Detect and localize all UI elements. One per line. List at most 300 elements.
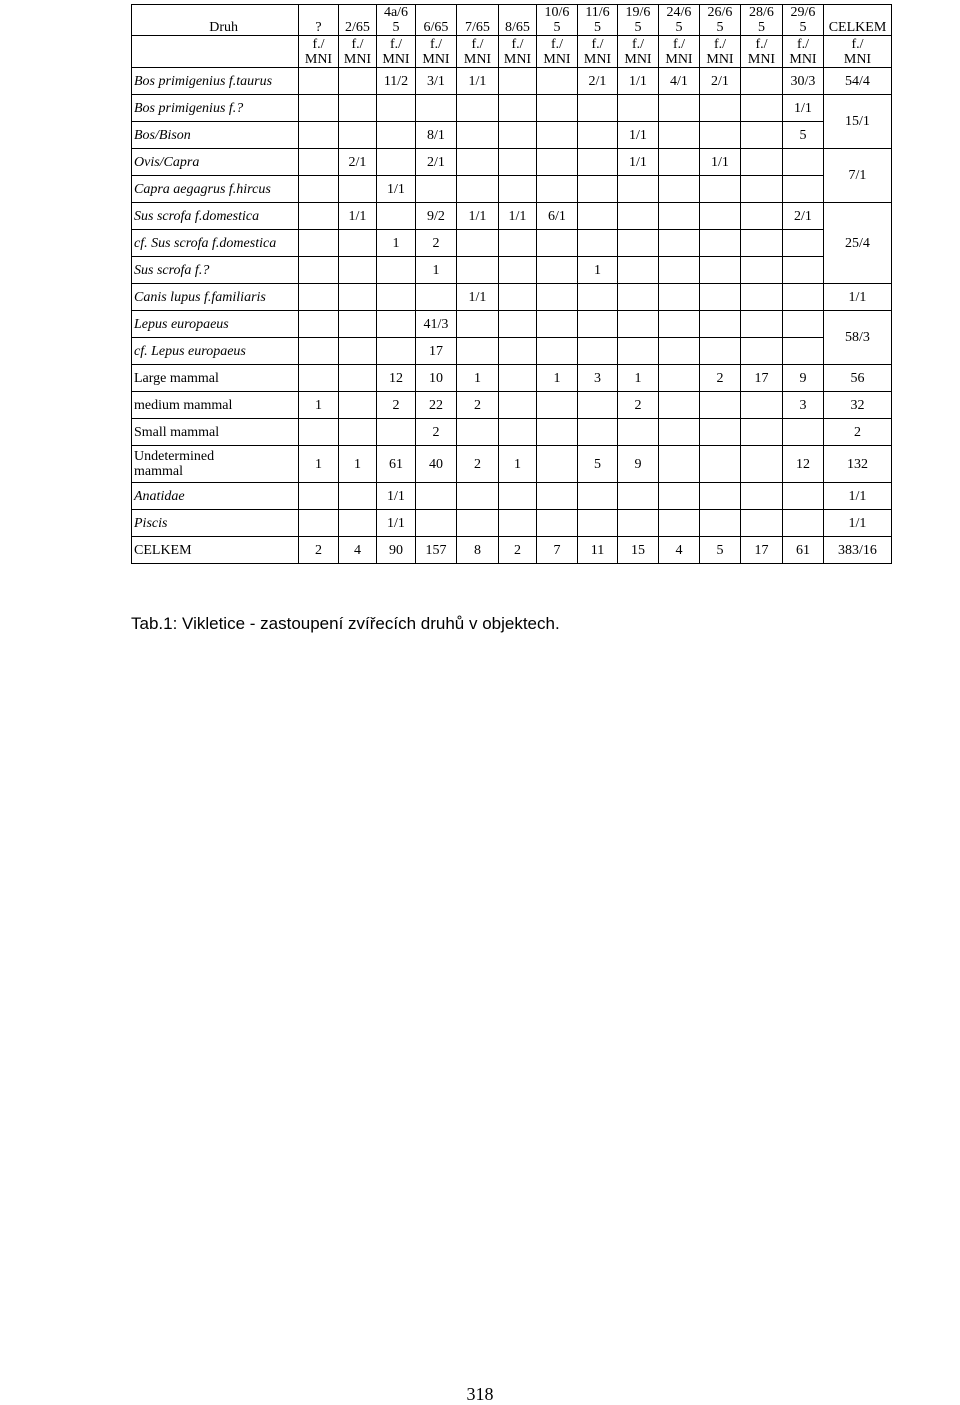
table-cell (578, 122, 618, 149)
unit-label: f./ MNI (339, 36, 377, 68)
table-row (132, 203, 892, 230)
table-cell: 2 (416, 230, 457, 257)
column-header: 4a/6 5 (377, 5, 416, 36)
table-row (132, 537, 892, 564)
table-cell (339, 68, 377, 95)
total-cell: 1/1 (824, 284, 892, 311)
table-row (132, 176, 892, 203)
table-cell (299, 176, 339, 203)
column-header: 8/65 (499, 5, 537, 36)
table-cell (457, 230, 499, 257)
table-cell (416, 176, 457, 203)
table-cell (457, 95, 499, 122)
table-cell: 5 (578, 446, 618, 483)
table-cell: 1 (457, 365, 499, 392)
table-cell (578, 284, 618, 311)
table-cell: 61 (377, 446, 416, 483)
header-row (132, 5, 892, 36)
table-cell (618, 176, 659, 203)
table-cell (741, 338, 783, 365)
unit-label: f./ MNI (659, 36, 700, 68)
table-cell (377, 311, 416, 338)
table-cell: 1/1 (618, 68, 659, 95)
table-cell (741, 419, 783, 446)
table-cell (339, 257, 377, 284)
total-cell: 1/1 (824, 483, 892, 510)
table-cell (416, 483, 457, 510)
table-cell (537, 419, 578, 446)
table-cell: 4 (339, 537, 377, 564)
species-name: Canis lupus f.familiaris (132, 284, 299, 311)
table-cell: 2 (377, 392, 416, 419)
table-cell (783, 419, 824, 446)
table-cell (741, 284, 783, 311)
table-cell: 1 (299, 446, 339, 483)
table-cell (741, 203, 783, 230)
table-cell (578, 510, 618, 537)
table-cell: 1/1 (700, 149, 741, 176)
column-header: 24/6 5 (659, 5, 700, 36)
table-cell (578, 311, 618, 338)
table-row (132, 257, 892, 284)
table-cell (299, 419, 339, 446)
table-cell (457, 483, 499, 510)
table-cell (741, 176, 783, 203)
table-row (132, 419, 892, 446)
table-cell: 2 (700, 365, 741, 392)
table-cell: 17 (741, 365, 783, 392)
page-number: 318 (466, 1384, 494, 1404)
table-cell (457, 257, 499, 284)
column-header: 19/6 5 (618, 5, 659, 36)
table-cell (618, 510, 659, 537)
table-cell (499, 284, 537, 311)
header-druh: Druh (132, 5, 299, 36)
table-cell (659, 392, 700, 419)
table-cell (377, 257, 416, 284)
table-cell: 1/1 (377, 176, 416, 203)
column-header: 11/6 5 (578, 5, 618, 36)
table-cell (741, 230, 783, 257)
table-cell (618, 311, 659, 338)
table-cell (700, 257, 741, 284)
table-cell (499, 510, 537, 537)
table-cell (457, 311, 499, 338)
unit-label: f./ MNI (741, 36, 783, 68)
table-cell: 8/1 (416, 122, 457, 149)
table-cell (377, 419, 416, 446)
table-cell: 157 (416, 537, 457, 564)
species-name: Sus scrofa f.? (132, 257, 299, 284)
table-cell (783, 510, 824, 537)
table-cell (457, 510, 499, 537)
total-cell: 15/1 (824, 95, 892, 149)
total-cell: 25/4 (824, 203, 892, 284)
table-cell (659, 338, 700, 365)
table-cell (659, 446, 700, 483)
species-name: Undetermined mammal (132, 446, 299, 483)
unit-label: f./ MNI (824, 36, 892, 68)
total-cell: 58/3 (824, 311, 892, 365)
table-cell: 2/1 (700, 68, 741, 95)
table-cell (457, 122, 499, 149)
table-cell (377, 149, 416, 176)
table-cell (537, 483, 578, 510)
unit-label: f./ MNI (618, 36, 659, 68)
table-cell (499, 419, 537, 446)
column-header: 10/6 5 (537, 5, 578, 36)
table-cell (299, 311, 339, 338)
table-cell (741, 446, 783, 483)
total-cell: 383/16 (824, 537, 892, 564)
table-cell: 17 (416, 338, 457, 365)
table-cell (499, 257, 537, 284)
species-name: Bos/Bison (132, 122, 299, 149)
table-cell (299, 149, 339, 176)
unit-label: f./ MNI (416, 36, 457, 68)
unit-label: f./ MNI (499, 36, 537, 68)
table-cell: 2 (618, 392, 659, 419)
column-header: 7/65 (457, 5, 499, 36)
species-name: CELKEM (132, 537, 299, 564)
species-name: Sus scrofa f.domestica (132, 203, 299, 230)
species-name: cf. Lepus europaeus (132, 338, 299, 365)
table-cell (299, 338, 339, 365)
table-cell (537, 284, 578, 311)
table-cell (783, 311, 824, 338)
table-cell (339, 338, 377, 365)
total-cell: 32 (824, 392, 892, 419)
species-name: Bos primigenius f.? (132, 95, 299, 122)
species-name: Large mammal (132, 365, 299, 392)
table-cell (537, 95, 578, 122)
table-cell: 9 (783, 365, 824, 392)
species-name: Bos primigenius f.taurus (132, 68, 299, 95)
table-row (132, 122, 892, 149)
table-cell (700, 483, 741, 510)
table-cell (618, 338, 659, 365)
table-cell: 4/1 (659, 68, 700, 95)
table-cell (741, 149, 783, 176)
table-cell (299, 95, 339, 122)
table-cell (700, 176, 741, 203)
table-cell: 90 (377, 537, 416, 564)
total-cell: 1/1 (824, 510, 892, 537)
table-cell: 1/1 (618, 122, 659, 149)
column-header: 28/6 5 (741, 5, 783, 36)
table-cell: 1/1 (339, 203, 377, 230)
table-cell (339, 510, 377, 537)
table-cell (618, 284, 659, 311)
table-cell (499, 68, 537, 95)
table-cell (618, 483, 659, 510)
table-cell (339, 122, 377, 149)
table-cell: 11/2 (377, 68, 416, 95)
table-row (132, 483, 892, 510)
total-cell: 56 (824, 365, 892, 392)
table-cell (299, 122, 339, 149)
table-cell (339, 392, 377, 419)
table-cell (499, 311, 537, 338)
table-cell (339, 483, 377, 510)
table-cell (499, 392, 537, 419)
table-cell: 6/1 (537, 203, 578, 230)
table-cell (659, 176, 700, 203)
table-cell (659, 365, 700, 392)
table-cell: 5 (783, 122, 824, 149)
table-row (132, 392, 892, 419)
table-cell: 7 (537, 537, 578, 564)
unit-label: f./ MNI (537, 36, 578, 68)
table-cell (659, 510, 700, 537)
table-cell (339, 176, 377, 203)
table-row (132, 284, 892, 311)
table-cell (339, 95, 377, 122)
unit-label: f./ MNI (783, 36, 824, 68)
table-cell (578, 95, 618, 122)
table-cell: 2 (457, 446, 499, 483)
table-cell (618, 419, 659, 446)
table-cell (416, 284, 457, 311)
table-cell (741, 392, 783, 419)
table-cell (700, 203, 741, 230)
table-cell (499, 122, 537, 149)
unit-empty (132, 36, 299, 68)
species-name: cf. Sus scrofa f.domestica (132, 230, 299, 257)
table-cell (741, 95, 783, 122)
table-cell (377, 338, 416, 365)
unit-label: f./ MNI (377, 36, 416, 68)
table-cell (618, 230, 659, 257)
table-cell: 1/1 (457, 284, 499, 311)
table-cell (537, 149, 578, 176)
species-name: Anatidae (132, 483, 299, 510)
table-cell (499, 365, 537, 392)
table-cell: 3 (578, 365, 618, 392)
table-cell: 1/1 (499, 203, 537, 230)
table-cell: 2/1 (416, 149, 457, 176)
table-cell (700, 419, 741, 446)
table-cell (700, 446, 741, 483)
table-row (132, 95, 892, 122)
table-cell (618, 203, 659, 230)
table-cell: 8 (457, 537, 499, 564)
table-cell (578, 176, 618, 203)
table-cell (457, 149, 499, 176)
table-cell (741, 122, 783, 149)
table-cell (377, 203, 416, 230)
species-name: Capra aegagrus f.hircus (132, 176, 299, 203)
table-cell (457, 419, 499, 446)
table-cell: 2/1 (339, 149, 377, 176)
table-cell: 12 (377, 365, 416, 392)
table-cell (339, 284, 377, 311)
table-cell (618, 257, 659, 284)
table-cell (537, 230, 578, 257)
table-cell (659, 419, 700, 446)
table-cell (339, 311, 377, 338)
table-cell (659, 483, 700, 510)
table-cell: 1 (299, 392, 339, 419)
table-cell (700, 510, 741, 537)
table-cell (339, 230, 377, 257)
table-cell (700, 392, 741, 419)
table-cell (783, 230, 824, 257)
table-cell: 11 (578, 537, 618, 564)
column-header: ? (299, 5, 339, 36)
column-header: 29/6 5 (783, 5, 824, 36)
table-caption: Tab.1: Vikletice - zastoupení zvířecích druhů v objektech. (131, 614, 560, 633)
table-cell (299, 68, 339, 95)
table-cell (377, 122, 416, 149)
table-cell (700, 311, 741, 338)
table-cell: 1 (416, 257, 457, 284)
column-header: 26/6 5 (700, 5, 741, 36)
table-cell (537, 446, 578, 483)
table-cell: 1 (537, 365, 578, 392)
table-cell (659, 311, 700, 338)
table-cell (299, 510, 339, 537)
species-name: Small mammal (132, 419, 299, 446)
table-cell (457, 176, 499, 203)
unit-label: f./ MNI (299, 36, 339, 68)
table-cell: 1/1 (457, 203, 499, 230)
table-row (132, 149, 892, 176)
table-cell (416, 510, 457, 537)
table-cell: 1/1 (457, 68, 499, 95)
table-cell (741, 68, 783, 95)
table-cell (578, 392, 618, 419)
table-cell (659, 230, 700, 257)
table-cell (700, 284, 741, 311)
table-cell: 9/2 (416, 203, 457, 230)
table-cell (659, 149, 700, 176)
table-cell (457, 338, 499, 365)
table-cell (659, 203, 700, 230)
table-cell (578, 230, 618, 257)
unit-row (132, 36, 892, 68)
table-cell (741, 257, 783, 284)
table-row (132, 311, 892, 338)
table-cell (700, 122, 741, 149)
table-cell (339, 365, 377, 392)
table-cell: 4 (659, 537, 700, 564)
table-cell (659, 284, 700, 311)
table-cell: 3/1 (416, 68, 457, 95)
total-cell: 2 (824, 419, 892, 446)
column-header: 6/65 (416, 5, 457, 36)
species-name: Lepus europaeus (132, 311, 299, 338)
table-cell (700, 230, 741, 257)
table-cell (537, 338, 578, 365)
table-cell: 1 (377, 230, 416, 257)
table-cell: 2/1 (783, 203, 824, 230)
table-cell (783, 176, 824, 203)
table-cell (339, 419, 377, 446)
species-name: Piscis (132, 510, 299, 537)
table-cell (578, 419, 618, 446)
table-row (132, 338, 892, 365)
table-cell (537, 311, 578, 338)
table-cell (783, 149, 824, 176)
table-cell (659, 95, 700, 122)
table-cell (700, 338, 741, 365)
table-cell (783, 338, 824, 365)
table-cell (499, 338, 537, 365)
table-cell: 1/1 (783, 95, 824, 122)
table-cell (416, 95, 457, 122)
table-cell (377, 95, 416, 122)
table-row (132, 365, 892, 392)
table-cell (537, 122, 578, 149)
table-cell (499, 95, 537, 122)
unit-label: f./ MNI (700, 36, 741, 68)
table-cell: 2/1 (578, 68, 618, 95)
table-cell: 1/1 (377, 510, 416, 537)
table-cell: 12 (783, 446, 824, 483)
table-cell (299, 365, 339, 392)
table-cell (499, 483, 537, 510)
table-cell (537, 176, 578, 203)
table-cell (499, 149, 537, 176)
species-name: Ovis/Capra (132, 149, 299, 176)
table-row (132, 510, 892, 537)
table-cell: 1/1 (618, 149, 659, 176)
total-cell: 132 (824, 446, 892, 483)
table-cell (783, 257, 824, 284)
table-cell (299, 230, 339, 257)
table-cell (537, 392, 578, 419)
table-cell (578, 483, 618, 510)
table-cell: 2 (457, 392, 499, 419)
table-cell (578, 338, 618, 365)
table-cell (499, 230, 537, 257)
table-cell: 30/3 (783, 68, 824, 95)
table-cell (499, 176, 537, 203)
table-cell: 22 (416, 392, 457, 419)
table-cell (659, 257, 700, 284)
table-cell: 3 (783, 392, 824, 419)
table-cell: 15 (618, 537, 659, 564)
table-cell (537, 68, 578, 95)
total-cell: 54/4 (824, 68, 892, 95)
table-cell (299, 257, 339, 284)
table-cell (537, 257, 578, 284)
table-cell: 41/3 (416, 311, 457, 338)
table-cell: 1 (499, 446, 537, 483)
table-cell: 17 (741, 537, 783, 564)
table-cell: 10 (416, 365, 457, 392)
table-cell: 2 (299, 537, 339, 564)
total-cell: 7/1 (824, 149, 892, 203)
table-cell (578, 149, 618, 176)
table-cell (299, 203, 339, 230)
table-cell (741, 510, 783, 537)
table-cell (659, 122, 700, 149)
unit-label: f./ MNI (578, 36, 618, 68)
table-cell: 1 (339, 446, 377, 483)
table-cell: 1 (618, 365, 659, 392)
column-header: CELKEM (824, 5, 892, 36)
table-cell (618, 95, 659, 122)
table-cell: 1 (578, 257, 618, 284)
unit-label: f./ MNI (457, 36, 499, 68)
column-header: 2/65 (339, 5, 377, 36)
species-table (131, 4, 892, 564)
table-cell (741, 311, 783, 338)
table-cell (700, 95, 741, 122)
table-row (132, 68, 892, 95)
